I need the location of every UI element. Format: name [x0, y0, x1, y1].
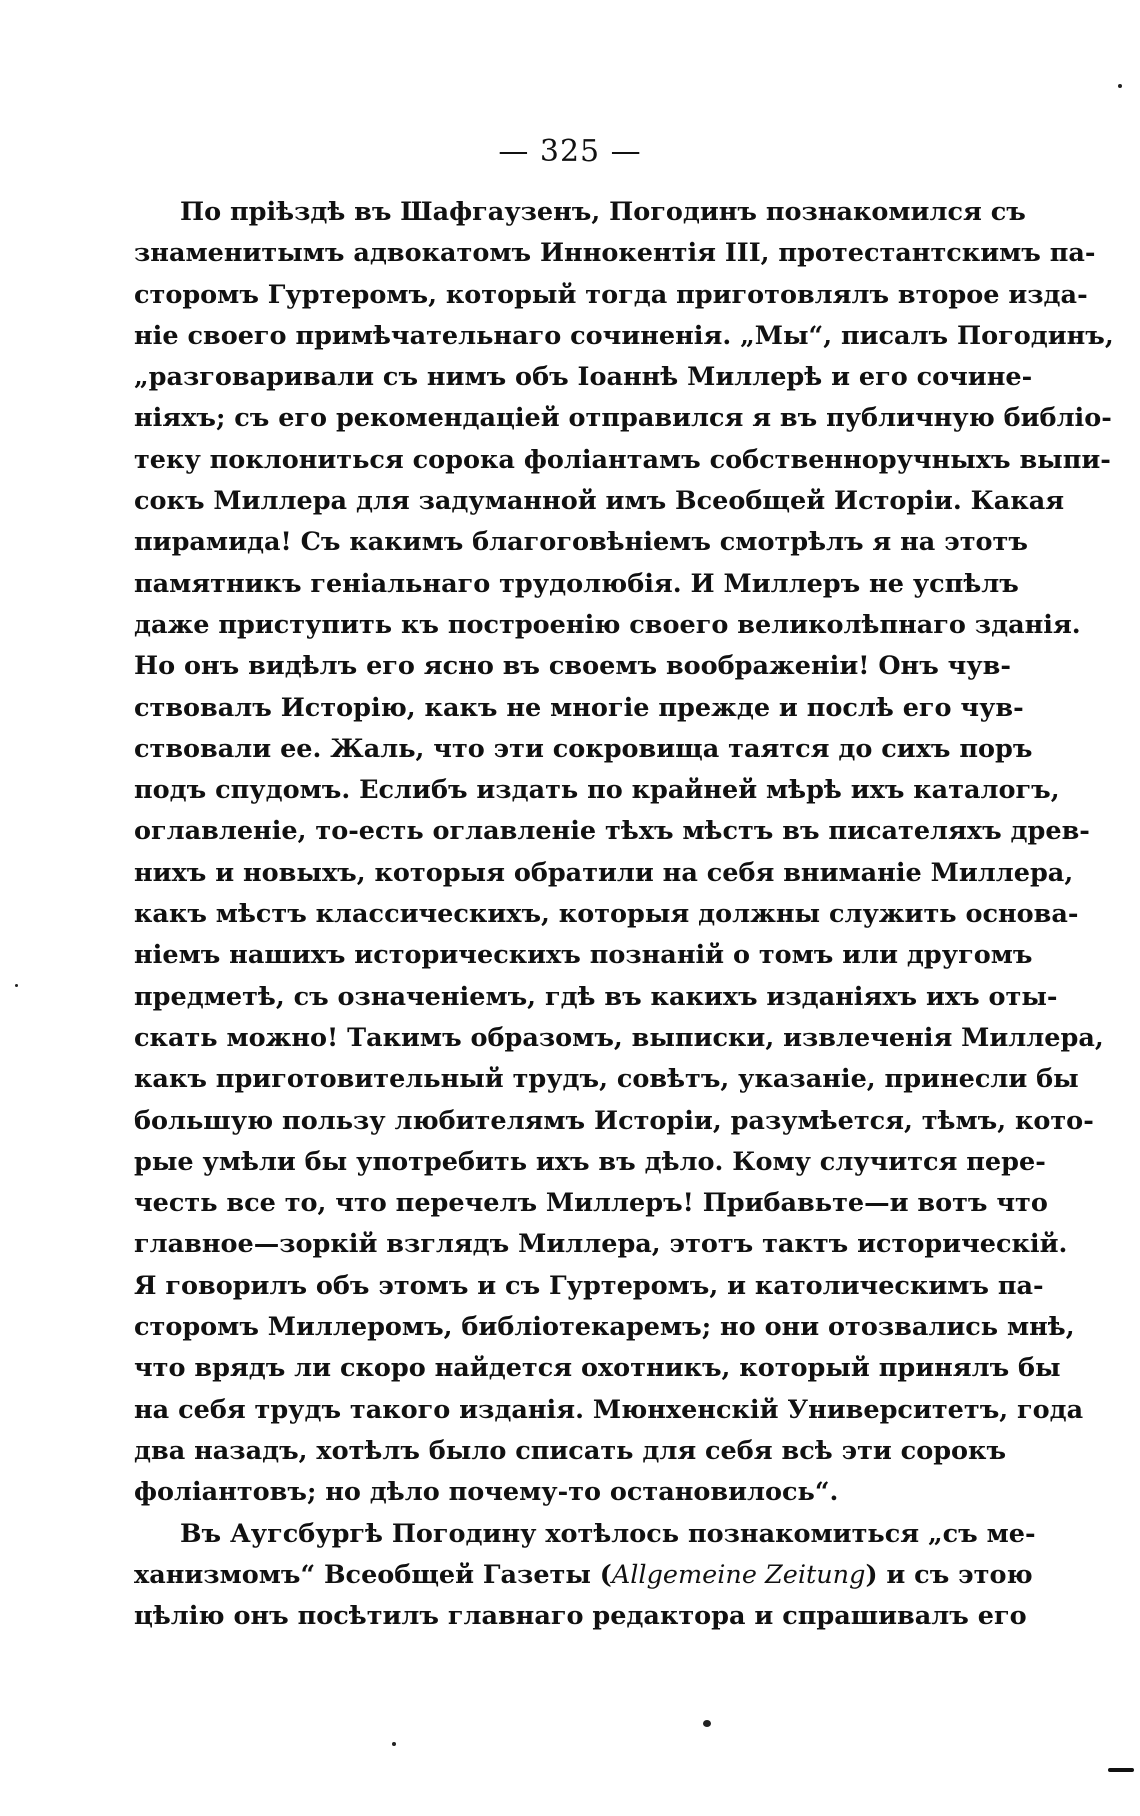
text-line: ніяхъ; съ его рекомендаціей отправился я въ публичную библіо- — [134, 403, 1112, 434]
text-line: предметѣ, съ означеніемъ, гдѣ въ какихъ изданіяхъ ихъ оты- — [134, 981, 1058, 1012]
scan-speck — [15, 984, 18, 987]
text-line: пирамида! Съ какимъ благоговѣніемъ смотрѣлъ я на этотъ — [134, 527, 1028, 558]
text-line: фоліантовъ; но дѣло почему-то остановилось“. — [134, 1477, 839, 1508]
text-segment: ) и съ этою — [865, 1559, 1033, 1590]
text-line: какъ мѣстъ классическихъ, которыя должны служить основа- — [134, 899, 1079, 930]
text-segment: ханизмомъ“ Всеобщей Газеты ( — [134, 1559, 612, 1590]
text-line: „разговаривали съ нимъ объ Іоаннѣ Миллерѣ и его сочине- — [134, 362, 1033, 393]
text-line: нихъ и новыхъ, которыя обратили на себя вниманіе Миллера, — [134, 857, 1074, 888]
text-line: теку поклониться сорока фоліантамъ собственноручныхъ выпи- — [134, 444, 1111, 475]
italic-title: Allgemeine Zeitung — [611, 1559, 866, 1590]
text-line: сторомъ Миллеромъ, библіотекаремъ; но они отозвались мнѣ, — [134, 1312, 1075, 1343]
text-line: Въ Аугсбургѣ Погодину хотѣлось познакомиться „съ ме- — [180, 1518, 1036, 1549]
text-line: сокъ Миллера для задуманной имъ Всеобщей Исторіи. Какая — [134, 486, 1065, 517]
text-line: Я говорилъ объ этомъ и съ Гуртеромъ, и католическимъ па- — [134, 1270, 1044, 1301]
text-line: ніе своего примѣчательнаго сочиненія. „Мы“, писалъ Погодинъ, — [134, 320, 1114, 351]
text-line: даже приступить къ построенію своего великолѣпнаго зданія. — [134, 609, 1081, 640]
scan-mark — [1108, 1768, 1134, 1772]
text-line: оглавленіе, то-есть оглавленіе тѣхъ мѣстъ въ писателяхъ древ- — [134, 816, 1090, 847]
text-line: По пріѣздѣ въ Шафгаузенъ, Погодинъ познакомился съ — [180, 197, 1026, 227]
text-line-mixed — [134, 1555, 1033, 1596]
scan-speck — [1118, 84, 1122, 88]
page-number: — 325 — — [498, 134, 642, 169]
paragraph-1 — [134, 192, 1114, 1514]
text-line: на себя трудъ такого изданія. Мюнхенскій Университетъ, года — [134, 1394, 1084, 1425]
paragraph-2 — [134, 1514, 1036, 1638]
text-line: памятникъ геніальнаго трудолюбія. И Миллеръ не успѣлъ — [134, 568, 1019, 599]
text-line: Но онъ видѣлъ его ясно въ своемъ воображеніи! Онъ чув- — [134, 651, 1011, 682]
text-line: какъ приготовительный трудъ, совѣтъ, указаніе, принесли бы — [134, 1064, 1079, 1095]
scan-speck — [392, 1742, 396, 1746]
text-line: что врядъ ли скоро найдется охотникъ, который принялъ бы — [134, 1353, 1061, 1384]
text-line: сторомъ Гуртеромъ, который тогда приготовлялъ второе изда- — [134, 279, 1088, 310]
text-line: рые умѣли бы употребить ихъ въ дѣло. Кому случится пере- — [134, 1146, 1046, 1177]
text-line: два назадъ, хотѣлъ было списать для себя всѣ эти сорокъ — [134, 1435, 1007, 1466]
text-line: подъ спудомъ. Еслибъ издать по крайней мѣрѣ ихъ каталогъ, — [134, 775, 1060, 806]
text-line: ствовалъ Исторію, какъ не многіе прежде и послѣ его чув- — [134, 692, 1024, 723]
text-line: ніемъ нашихъ историческихъ познаній о томъ или другомъ — [134, 940, 1033, 971]
text-line: честь все то, что перечелъ Миллеръ! Прибавьте—и вотъ что — [134, 1188, 1048, 1219]
text-line: большую пользу любителямъ Исторіи, разумѣется, тѣмъ, кото- — [134, 1105, 1094, 1136]
text-line: скать можно! Такимъ образомъ, выписки, извлеченія Миллера, — [134, 1022, 1104, 1053]
text-line: знаменитымъ адвокатомъ Иннокентія III, протестантскимъ па- — [134, 238, 1096, 269]
text-line: ствовали ее. Жаль, что эти сокровища таятся до сихъ поръ — [134, 733, 1033, 764]
text-line: цѣлію онъ посѣтилъ главнаго редактора и спрашивалъ его — [134, 1601, 1027, 1632]
body-text — [134, 192, 1114, 1637]
text-line: главное—зоркій взглядъ Миллера, этотъ тактъ историческій. — [134, 1229, 1068, 1260]
scan-speck — [703, 1720, 711, 1727]
